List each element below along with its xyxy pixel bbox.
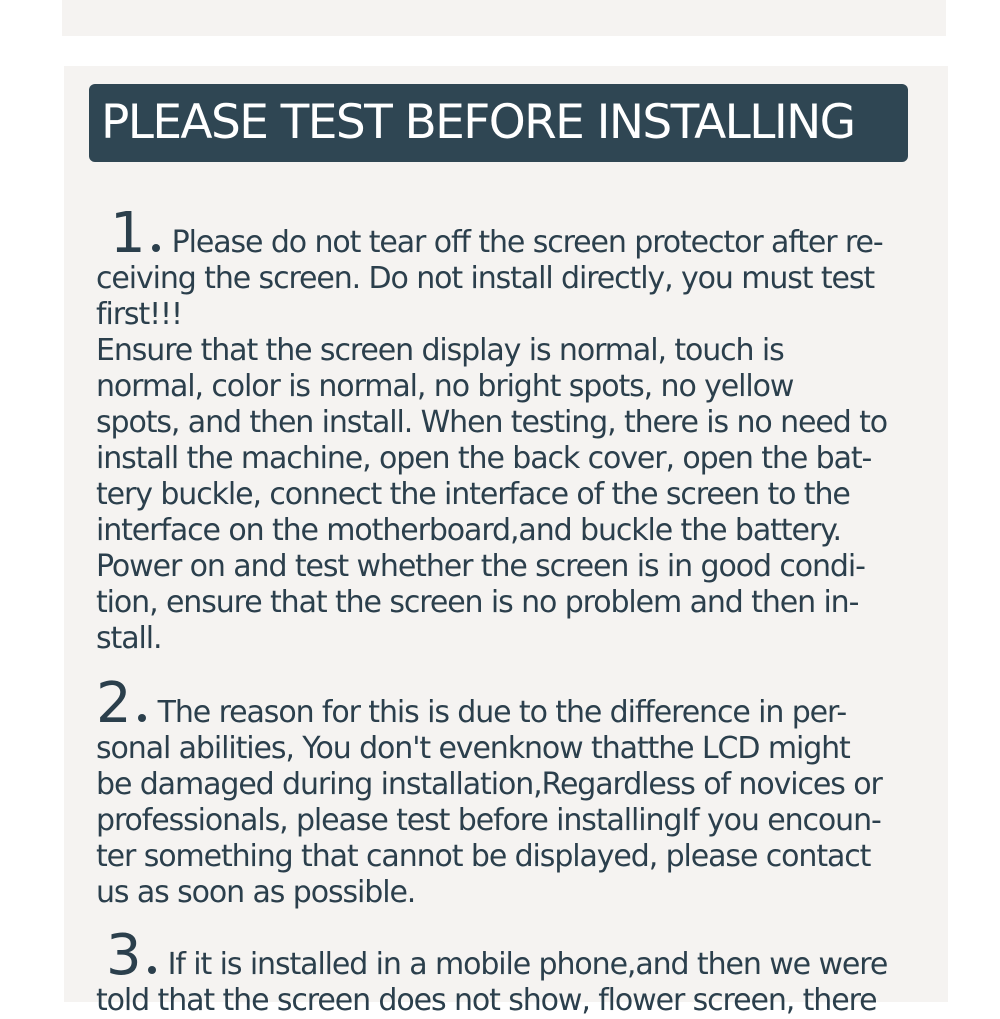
section-1-line: interface on the motherboard,and buckle the battery.: [96, 513, 841, 548]
section-1-line: [96, 201, 936, 266]
section-3-line: told that the screen does not show, flower screen, there: [96, 983, 877, 1018]
section-2-line: be damaged during installation,Regardless of novices or: [96, 767, 882, 802]
section-number: 3: [106, 923, 142, 988]
page-title: PLEASE TEST BEFORE INSTALLING: [101, 95, 855, 150]
bullet-dot: [148, 966, 156, 974]
section-2-line: professionals, please test before installingIf you encoun-: [96, 803, 881, 838]
section-text: Please do not tear off the screen protector after re-: [171, 225, 883, 260]
section-2-line: sonal abilities, You don't evenknow thatthe LCD might: [96, 731, 850, 766]
title-banner: [89, 84, 908, 162]
section-text: If it is installed in a mobile phone,and then we were: [167, 947, 888, 982]
section-3-line: [96, 923, 936, 988]
instruction-section-3: [96, 923, 936, 1019]
section-1-line: first!!!: [96, 297, 182, 332]
instruction-section-2: [96, 671, 936, 911]
section-1-line: Ensure that the screen display is normal, touch is: [96, 333, 784, 368]
top-strip: [62, 0, 946, 36]
section-1-line: install the machine, open the back cover, open the bat-: [96, 441, 872, 476]
section-2-line: us as soon as possible.: [96, 875, 416, 910]
section-1-line: spots, and then install. When testing, there is no need to: [96, 405, 888, 440]
section-2-line: [96, 671, 936, 736]
bullet-dot: [152, 244, 160, 252]
section-number: 1: [110, 201, 146, 266]
instruction-section-1: [96, 201, 936, 657]
section-text: The reason for this is due to the difference in per-: [157, 695, 847, 730]
section-1-line: normal, color is normal, no bright spots, no yellow: [96, 369, 794, 404]
bullet-dot: [138, 714, 146, 722]
section-1-line: ceiving the screen. Do not install directly, you must test: [96, 261, 875, 296]
section-1-line: tery buckle, connect the interface of the screen to the: [96, 477, 850, 512]
section-1-line: tion, ensure that the screen is no problem and then in-: [96, 585, 859, 620]
section-number: 2: [96, 671, 132, 736]
section-1-line: Power on and test whether the screen is in good condi-: [96, 549, 865, 584]
section-2-line: ter something that cannot be displayed, please contact: [96, 839, 871, 874]
section-1-line: stall.: [96, 621, 162, 656]
